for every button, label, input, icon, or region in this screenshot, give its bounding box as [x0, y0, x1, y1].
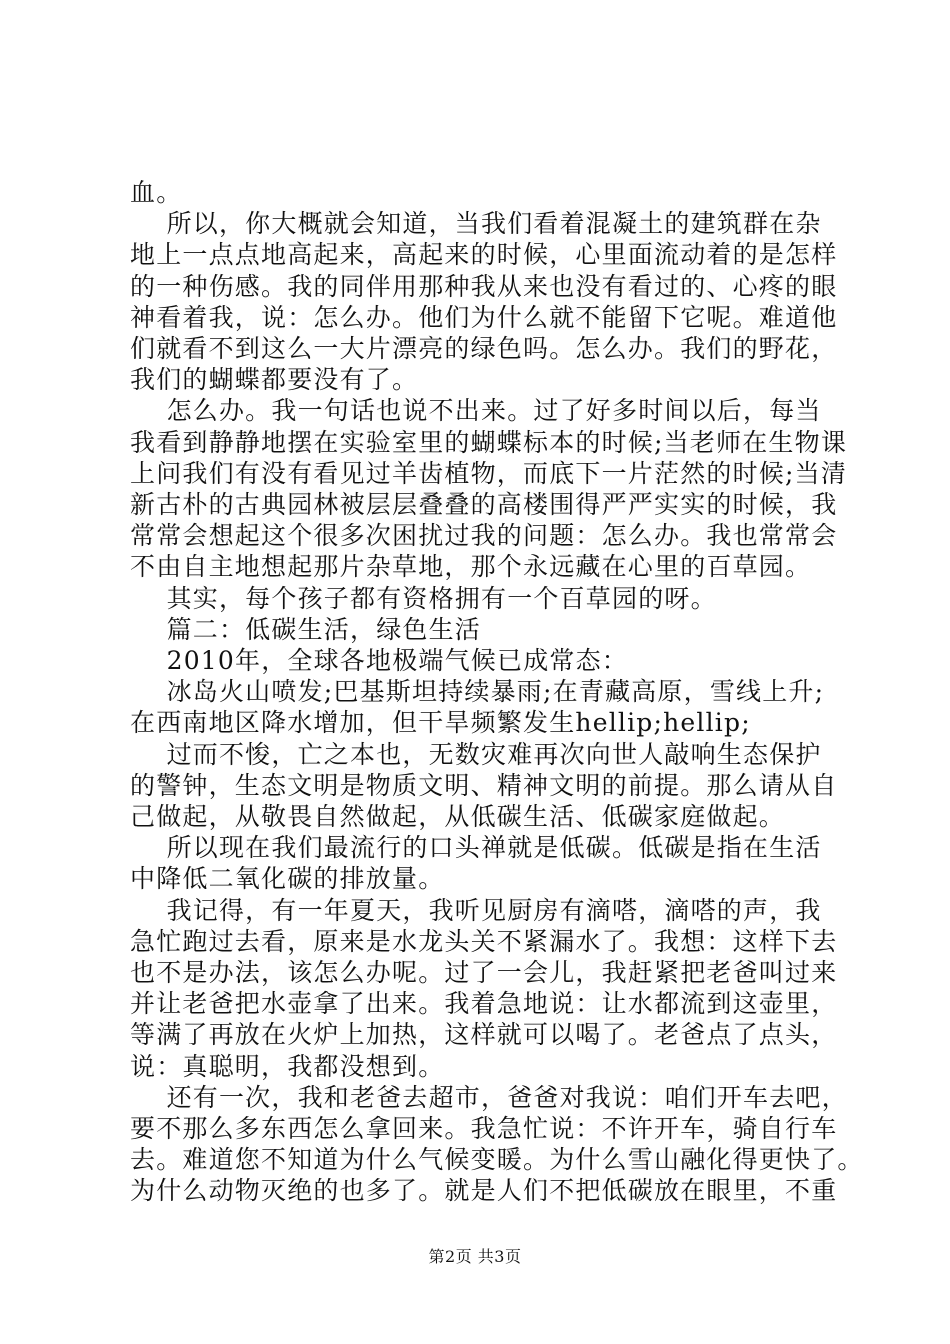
text-line: 所以，你大概就会知道，当我们看着混凝土的建筑群在杂: [130, 209, 822, 239]
text-line: 们就看不到这么一大片漂亮的绿色吗。怎么办。我们的野花，: [130, 334, 838, 363]
text-line: 我记得，有一年夏天，我听见厨房有滴嗒，滴嗒的声，我: [130, 895, 822, 925]
text-line: 冰岛火山喷发;巴基斯坦持续暴雨;在青藏高原，雪线上升;: [130, 677, 825, 707]
text-line: 急忙跑过去看，原来是水龙头关不紧漏水了。我想：这样下去: [130, 926, 838, 956]
text-line: 在西南地区降水增加，但干旱频繁发生hellip;hellip;: [130, 708, 751, 738]
text-line: 己做起，从敬畏自然做起，从低碳生活、低碳家庭做起。: [130, 802, 786, 831]
text-line: 为什么动物灭绝的也多了。就是人们不把低碳放在眼里，不重: [130, 1176, 838, 1206]
text-line: 还有一次，我和老爸去超市，爸爸对我说：咱们开车去吧，: [130, 1082, 848, 1112]
text-line: 的一种伤感。我的同伴用那种我从来也没有看过的、心疼的眼: [130, 271, 838, 301]
text-line: 我们的蝴蝶都要没有了。: [130, 365, 419, 395]
text-line: 等满了再放在火炉上加热，这样就可以喝了。老爸点了点头，: [130, 1020, 838, 1050]
text-line: 去。难道您不知道为什么气候变暖。为什么雪山融化得更快了。: [130, 1145, 864, 1175]
text-line: 地上一点点地高起来，高起来的时候，心里面流动着的是怎样: [130, 240, 838, 270]
text-line: 我看到静静地摆在实验室里的蝴蝶标本的时候;当老师在生物课: [130, 427, 848, 457]
text-line: 并让老爸把水壶拿了出来。我着急地说：让水都流到这壶里，: [130, 989, 838, 1019]
text-line: 中降低二氧化碳的排放量。: [130, 864, 445, 894]
page-footer: 第2页 共3页: [428, 1247, 522, 1266]
text-line: 也不是办法，该怎么办呢。过了一会儿，我赶紧把老爸叫过来: [130, 958, 838, 987]
text-line: 新古朴的古典园林被层层叠叠的高楼围得严严实实的时候，我: [130, 490, 838, 519]
text-line: 其实，每个孩子都有资格拥有一个百草园的呀。: [130, 583, 717, 613]
text-line: 要不那么多东西怎么拿回来。我急忙说：不许开车，骑自行车: [130, 1114, 838, 1143]
text-line: 过而不悛，亡之本也，无数灾难再次向世人敲响生态保护: [130, 739, 822, 769]
text-line: 的警钟，生态文明是物质文明、精神文明的前提。那么请从自: [130, 770, 838, 800]
text-line: 怎么办。我一句话也说不出来。过了好多时间以后，每当: [130, 396, 822, 426]
text-line: 血。: [130, 178, 183, 207]
text-line: 说：真聪明，我都没想到。: [130, 1051, 445, 1081]
text-line: 上问我们有没有看见过羊齿植物，而底下一片茫然的时候;当清: [130, 458, 848, 488]
text-line: 神看着我，说：怎么办。他们为什么就不能留下它呢。难道他: [130, 302, 838, 332]
text-line: 常常会想起这个很多次困扰过我的问题：怎么办。我也常常会: [130, 521, 838, 551]
text-line: 篇二：低碳生活，绿色生活: [130, 614, 481, 644]
text-line: 2010年，全球各地极端气候已成常态：: [130, 646, 629, 675]
text-line: 不由自主地想起那片杂草地，那个永远藏在心里的百草园。: [130, 552, 812, 582]
text-line: 所以现在我们最流行的口头禅就是低碳。低碳是指在生活: [130, 833, 822, 863]
